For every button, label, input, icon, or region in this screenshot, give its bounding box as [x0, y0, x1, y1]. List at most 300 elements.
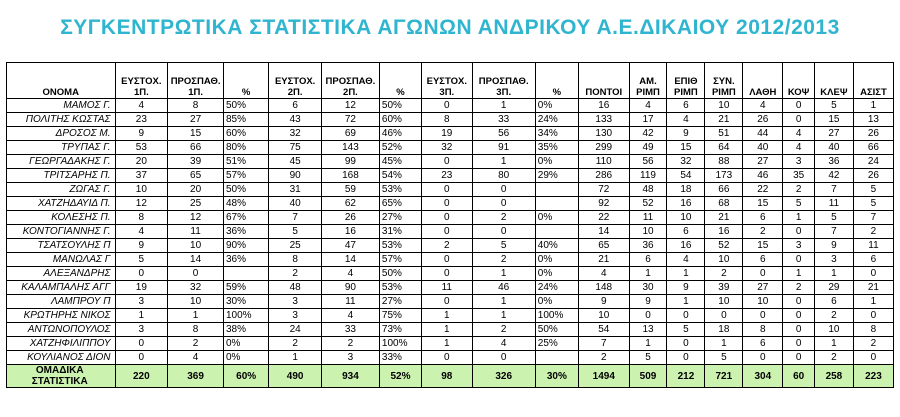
table-row: [7, 239, 894, 253]
stat-cell: 130: [578, 127, 629, 141]
table-row: [7, 267, 894, 281]
stat-cell: 24: [269, 323, 322, 337]
stat-cell: 24: [853, 155, 893, 169]
stat-cell: 15: [743, 197, 783, 211]
stat-cell: 2: [814, 309, 853, 323]
stat-cell: 6: [853, 253, 893, 267]
stat-cell: 3: [115, 295, 168, 309]
stat-cell: 51: [705, 127, 743, 141]
column-header: [224, 63, 269, 99]
column-header-line2: ΡΙΜΠ: [636, 87, 660, 98]
stat-cell: 30: [629, 281, 667, 295]
stat-cell: 11: [629, 211, 667, 225]
stat-cell: 10: [705, 295, 743, 309]
table-row: [7, 281, 894, 295]
stat-cell: 15: [814, 113, 853, 127]
stat-cell: 25: [168, 197, 224, 211]
stat-cell: 59%: [224, 281, 269, 295]
table-row: [7, 99, 894, 113]
stat-cell: 0: [422, 267, 473, 281]
stat-cell: 4: [472, 337, 535, 351]
stat-cell: 1: [629, 337, 667, 351]
stat-cell: 90%: [224, 239, 269, 253]
column-header-line2: ΡΙΜΠ: [674, 87, 698, 98]
player-name-cell: ΤΡΥΠΑΣ Γ.: [7, 141, 116, 155]
stat-cell: 100%: [379, 337, 421, 351]
stat-cell: 51%: [224, 155, 269, 169]
column-header: [472, 63, 535, 99]
stat-cell: 10: [168, 239, 224, 253]
stat-cell: 22: [743, 183, 783, 197]
stat-cell: 65: [168, 169, 224, 183]
table-row: [7, 295, 894, 309]
stat-cell: 0: [667, 337, 705, 351]
player-name-cell: ΑΛΕΞΑΝΔΡΗΣ: [7, 267, 116, 281]
table-row: [7, 197, 894, 211]
stat-cell: 0: [743, 267, 783, 281]
stat-cell: 23: [115, 113, 168, 127]
stat-cell: 50%: [379, 267, 421, 281]
stat-cell: 2: [269, 267, 322, 281]
stat-cell: 0%: [535, 253, 578, 267]
stat-cell: 10: [814, 323, 853, 337]
stat-cell: 3: [115, 323, 168, 337]
stat-cell: 0: [743, 351, 783, 365]
column-header: [115, 63, 168, 99]
stat-cell: 1: [667, 267, 705, 281]
stat-cell: 42: [629, 127, 667, 141]
stat-cell: 0: [667, 309, 705, 323]
column-header-line2: 3Π.: [439, 87, 455, 98]
stat-cell: 48: [629, 183, 667, 197]
table-body: [7, 99, 894, 388]
stat-cell: 5: [814, 211, 853, 225]
stat-cell: 0: [472, 197, 535, 211]
stat-cell: 21: [853, 281, 893, 295]
stat-cell: 8: [422, 113, 473, 127]
column-header: [422, 63, 473, 99]
stat-cell: 2: [578, 351, 629, 365]
column-header-line2: ΚΛΕΨ: [820, 87, 848, 98]
stat-cell: 5: [269, 225, 322, 239]
stat-cell: 10: [168, 295, 224, 309]
table-row: [7, 337, 894, 351]
stat-cell: 1: [472, 267, 535, 281]
stat-cell: 13: [853, 113, 893, 127]
stat-cell: 26: [321, 211, 379, 225]
stat-cell: 110: [578, 155, 629, 169]
table-row: [7, 141, 894, 155]
stat-cell: 0%: [535, 267, 578, 281]
stat-cell: 0%: [535, 211, 578, 225]
column-header: [705, 63, 743, 99]
table-row: [7, 211, 894, 225]
column-header-line2: ΛΑΘΗ: [749, 87, 777, 98]
stat-cell: 92: [578, 197, 629, 211]
stat-cell: 68: [705, 197, 743, 211]
column-header-line2: 2Π.: [343, 87, 358, 98]
stat-cell: 3: [783, 155, 815, 169]
stat-cell: 1: [783, 267, 815, 281]
stat-cell: 14: [321, 253, 379, 267]
stat-cell: 36%: [224, 225, 269, 239]
column-header: [629, 63, 667, 99]
stat-cell: 90: [321, 281, 379, 295]
stat-cell: 9: [814, 239, 853, 253]
stat-cell: 3: [269, 295, 322, 309]
stat-cell: 4: [667, 253, 705, 267]
stat-cell: 24%: [535, 113, 578, 127]
stat-cell: 4: [667, 113, 705, 127]
stat-cell: [535, 183, 578, 197]
stat-cell: 80%: [224, 141, 269, 155]
stat-cell: 4: [115, 225, 168, 239]
stat-cell: 1: [667, 295, 705, 309]
stat-cell: 33%: [379, 351, 421, 365]
stat-cell: 50%: [535, 323, 578, 337]
stat-cell: 72: [578, 183, 629, 197]
player-name-cell: ΔΡΟΣΟΣ Μ.: [7, 127, 116, 141]
column-header: [269, 63, 322, 99]
stat-cell: 0%: [535, 295, 578, 309]
stat-cell: 0%: [224, 351, 269, 365]
stat-cell: 0%: [224, 337, 269, 351]
player-name-cell: ΓΕΩΡΓΑΔΑΚΗΣ Γ.: [7, 155, 116, 169]
stat-cell: 66: [168, 141, 224, 155]
stat-cell: 91: [472, 141, 535, 155]
stat-cell: 173: [705, 169, 743, 183]
player-name-cell: ΜΑΝΩΛΑΣ Γ: [7, 253, 116, 267]
stat-cell: 21: [705, 211, 743, 225]
stat-cell: 54: [667, 169, 705, 183]
stat-cell: 0%: [535, 155, 578, 169]
stat-cell: 168: [321, 169, 379, 183]
stat-cell: 2: [269, 337, 322, 351]
stat-cell: 2: [472, 253, 535, 267]
stat-cell: 56: [629, 155, 667, 169]
stat-cell: 4: [321, 309, 379, 323]
table-row: [7, 169, 894, 183]
stat-cell: 0: [422, 351, 473, 365]
stat-cell: 0: [783, 337, 815, 351]
team-total-cell: 220: [115, 365, 168, 388]
stat-cell: [224, 267, 269, 281]
column-header: [814, 63, 853, 99]
team-total-cell: 258: [814, 365, 853, 388]
stat-cell: 1: [115, 309, 168, 323]
stat-cell: 0: [853, 309, 893, 323]
stat-cell: 0: [743, 309, 783, 323]
stat-cell: 18: [705, 323, 743, 337]
stat-cell: 50%: [379, 99, 421, 113]
stat-cell: 10: [629, 225, 667, 239]
stat-cell: 0: [629, 309, 667, 323]
stat-cell: 60%: [224, 127, 269, 141]
stat-cell: 6: [743, 337, 783, 351]
stat-cell: 59: [321, 183, 379, 197]
stat-cell: 26: [743, 113, 783, 127]
column-header-line1: ΕΥΣΤΟΧ.: [426, 76, 467, 87]
stat-cell: 14: [578, 225, 629, 239]
column-header-line2: ΡΙΜΠ: [711, 87, 736, 98]
stat-cell: 2: [321, 337, 379, 351]
team-total-cell: 490: [269, 365, 322, 388]
player-name-cell: ΚΟΝΤΟΓΙΑΝΝΗΣ Γ.: [7, 225, 116, 239]
team-total-cell: 60%: [224, 365, 269, 388]
column-header: [321, 63, 379, 99]
stat-cell: 2: [783, 281, 815, 295]
stat-cell: 3: [321, 351, 379, 365]
stat-cell: 18: [667, 183, 705, 197]
player-name-cell: ΚΟΛΕΣΗΣ Π.: [7, 211, 116, 225]
stat-cell: 48: [269, 281, 322, 295]
stat-cell: 27: [743, 281, 783, 295]
stat-cell: 0: [422, 295, 473, 309]
stat-cell: 0: [783, 225, 815, 239]
stat-cell: 1: [422, 337, 473, 351]
stat-cell: 5: [783, 197, 815, 211]
stat-cell: 36: [629, 239, 667, 253]
stat-cell: 35: [783, 169, 815, 183]
stat-cell: 9: [115, 127, 168, 141]
stat-cell: 2: [705, 267, 743, 281]
stat-cell: 0: [783, 351, 815, 365]
stat-cell: 2: [743, 225, 783, 239]
stat-cell: 36: [814, 155, 853, 169]
column-header-line1: ΠΡΟΣΠΑΘ.: [170, 76, 221, 87]
stat-cell: 4: [783, 141, 815, 155]
stat-cell: 1: [814, 267, 853, 281]
stat-cell: 21: [705, 113, 743, 127]
stat-cell: 5: [115, 253, 168, 267]
player-name-cell: ΚΑΛΑΜΠΑΛΗΣ ΑΓΓ: [7, 281, 116, 295]
stat-cell: 0: [783, 295, 815, 309]
stat-cell: 6: [667, 225, 705, 239]
stat-cell: 26: [853, 127, 893, 141]
stat-cell: 65: [578, 239, 629, 253]
stat-cell: 16: [667, 239, 705, 253]
player-name-cell: ΠΟΛΙΤΗΣ ΚΩΣΤΑΣ: [7, 113, 116, 127]
stat-cell: 4: [743, 99, 783, 113]
stat-cell: 6: [629, 253, 667, 267]
stat-cell: 52: [705, 239, 743, 253]
stat-cell: 85%: [224, 113, 269, 127]
stat-cell: 53%: [379, 281, 421, 295]
stat-cell: 10: [578, 309, 629, 323]
stat-cell: 62: [321, 197, 379, 211]
stat-cell: 10: [115, 183, 168, 197]
player-name-cell: ΚΟΥΛΙΑΝΟΣ ΔΙΟΝ: [7, 351, 116, 365]
stat-cell: 8: [269, 253, 322, 267]
stat-cell: 0: [422, 183, 473, 197]
stat-cell: 19: [422, 127, 473, 141]
stat-cell: 10: [743, 295, 783, 309]
team-total-cell: 223: [853, 365, 893, 388]
column-header: [168, 63, 224, 99]
stat-cell: 0: [853, 351, 893, 365]
stat-cell: 5: [853, 197, 893, 211]
stat-cell: 31: [269, 183, 322, 197]
stat-cell: 1: [853, 295, 893, 309]
stat-cell: 73%: [379, 323, 421, 337]
stat-cell: 33: [472, 113, 535, 127]
stat-cell: 0: [422, 211, 473, 225]
column-header-line1: ΣΥΝ.: [713, 76, 735, 87]
stat-cell: 0: [422, 253, 473, 267]
player-name-cell: ΜΑΜΟΣ Γ.: [7, 99, 116, 113]
player-name-cell: ΑΝΤΩΝΟΠΟΥΛΟΣ: [7, 323, 116, 337]
stat-cell: 27%: [379, 295, 421, 309]
stat-cell: 1: [269, 351, 322, 365]
stat-cell: 27: [168, 113, 224, 127]
stat-cell: 46%: [379, 127, 421, 141]
stat-cell: 54: [578, 323, 629, 337]
stat-cell: 26: [853, 169, 893, 183]
stat-cell: 21: [578, 253, 629, 267]
column-header: [578, 63, 629, 99]
stat-cell: 6: [743, 211, 783, 225]
stat-cell: 49: [629, 141, 667, 155]
stat-cell: 0: [422, 225, 473, 239]
stat-cell: 29%: [535, 169, 578, 183]
stat-cell: 9: [667, 127, 705, 141]
stat-cell: 16: [321, 225, 379, 239]
stat-cell: 15: [743, 239, 783, 253]
stat-cell: 53%: [379, 183, 421, 197]
stat-cell: 64: [705, 141, 743, 155]
stat-cell: 148: [578, 281, 629, 295]
team-total-cell: 52%: [379, 365, 421, 388]
stat-cell: 0: [115, 337, 168, 351]
stat-cell: 11: [422, 281, 473, 295]
stat-cell: 90: [269, 169, 322, 183]
stat-cell: 32: [667, 155, 705, 169]
column-header: [853, 63, 893, 99]
stat-cell: 1: [472, 99, 535, 113]
column-header-line1: ΕΥΣΤΟΧ.: [274, 76, 316, 87]
stat-cell: 143: [321, 141, 379, 155]
stat-cell: 4: [578, 267, 629, 281]
stat-cell: 9: [629, 295, 667, 309]
stat-cell: 100%: [535, 309, 578, 323]
stat-cell: 9: [578, 295, 629, 309]
stat-cell: 0: [472, 351, 535, 365]
table-row: [7, 351, 894, 365]
stat-cell: 39: [705, 281, 743, 295]
stats-table: [6, 62, 894, 388]
stat-cell: 16: [667, 197, 705, 211]
stat-cell: 17: [629, 113, 667, 127]
stat-cell: 14: [168, 253, 224, 267]
stat-cell: 1: [853, 99, 893, 113]
column-header: [379, 63, 421, 99]
stat-cell: 5: [705, 351, 743, 365]
stat-cell: 7: [853, 211, 893, 225]
stat-cell: 6: [743, 253, 783, 267]
stat-cell: 7: [814, 183, 853, 197]
stat-cell: 3: [814, 253, 853, 267]
stat-cell: 0: [783, 309, 815, 323]
stat-cell: 53%: [379, 239, 421, 253]
stat-cell: 66: [853, 141, 893, 155]
player-name-cell: ΤΣΑΤΣΟΥΛΗΣ Π: [7, 239, 116, 253]
player-name-cell: ΖΩΓΑΣ Γ.: [7, 183, 116, 197]
column-header-line2: %: [552, 87, 562, 98]
stat-cell: 13: [629, 323, 667, 337]
stat-cell: 11: [168, 225, 224, 239]
stat-cell: 1: [783, 211, 815, 225]
player-name-cell: ΧΑΤΖΗΦΙΛΙΠΠΟΥ: [7, 337, 116, 351]
column-header-line2: 2Π.: [287, 87, 303, 98]
stat-cell: 286: [578, 169, 629, 183]
team-total-cell: 98: [422, 365, 473, 388]
stat-cell: 60%: [379, 113, 421, 127]
stat-cell: 1: [472, 155, 535, 169]
stat-cell: 0: [783, 323, 815, 337]
stat-cell: 0: [422, 197, 473, 211]
stat-cell: 8: [168, 323, 224, 337]
stat-cell: 1: [629, 267, 667, 281]
stat-cell: 0: [422, 155, 473, 169]
stat-cell: 75%: [379, 309, 421, 323]
column-header-line1: ΠΡΟΣΠΑΘ.: [325, 76, 376, 87]
column-header-line2: ΠΟΝΤΟΙ: [585, 87, 623, 98]
stat-cell: 31%: [379, 225, 421, 239]
stat-cell: 0: [667, 351, 705, 365]
stat-cell: 15: [168, 127, 224, 141]
stat-cell: 7: [269, 211, 322, 225]
team-total-cell: 509: [629, 365, 667, 388]
stat-cell: 47: [321, 239, 379, 253]
table-row: [7, 309, 894, 323]
team-total-cell: 60: [783, 365, 815, 388]
stat-cell: 24%: [535, 281, 578, 295]
stat-cell: 1: [422, 323, 473, 337]
header-row: [7, 63, 894, 99]
team-total-label: [7, 365, 116, 388]
stat-cell: 16: [705, 225, 743, 239]
player-name-cell: ΚΡΩΤΗΡΗΣ ΝΙΚΟΣ: [7, 309, 116, 323]
stat-cell: 0: [115, 351, 168, 365]
team-total-cell: 1494: [578, 365, 629, 388]
stat-cell: 0: [115, 267, 168, 281]
stat-cell: 40: [814, 141, 853, 155]
table-row: [7, 183, 894, 197]
stat-cell: 46: [472, 281, 535, 295]
column-header: [667, 63, 705, 99]
page-title: ΣΥΓΚΕΝΤΡΩΤΙΚΑ ΣΤΑΤΙΣΤΙΚΑ ΑΓΩΝΩΝ ΑΝΔΡΙΚΟΥ Α.Ε.ΔΙΚΑΙΟΥ 2012/2013: [60, 16, 840, 39]
column-header-line2: ΚΟΨ: [787, 87, 810, 98]
stat-cell: 29: [814, 281, 853, 295]
table-row: [7, 323, 894, 337]
column-header-line1: ΠΡΟΣΠΑΘ.: [478, 76, 529, 87]
stat-cell: 2: [472, 323, 535, 337]
stat-cell: 50%: [224, 99, 269, 113]
stat-cell: 33: [321, 323, 379, 337]
stat-cell: 35%: [535, 141, 578, 155]
stat-cell: 2: [814, 351, 853, 365]
stat-cell: 7: [814, 225, 853, 239]
stat-cell: 0: [783, 253, 815, 267]
stat-cell: 20: [168, 183, 224, 197]
stat-cell: 45%: [379, 155, 421, 169]
stat-cell: 2: [168, 337, 224, 351]
table-row: [7, 253, 894, 267]
stat-cell: 40: [743, 141, 783, 155]
stat-cell: 0: [422, 99, 473, 113]
stat-cell: 69: [321, 127, 379, 141]
stat-cell: 7: [578, 337, 629, 351]
